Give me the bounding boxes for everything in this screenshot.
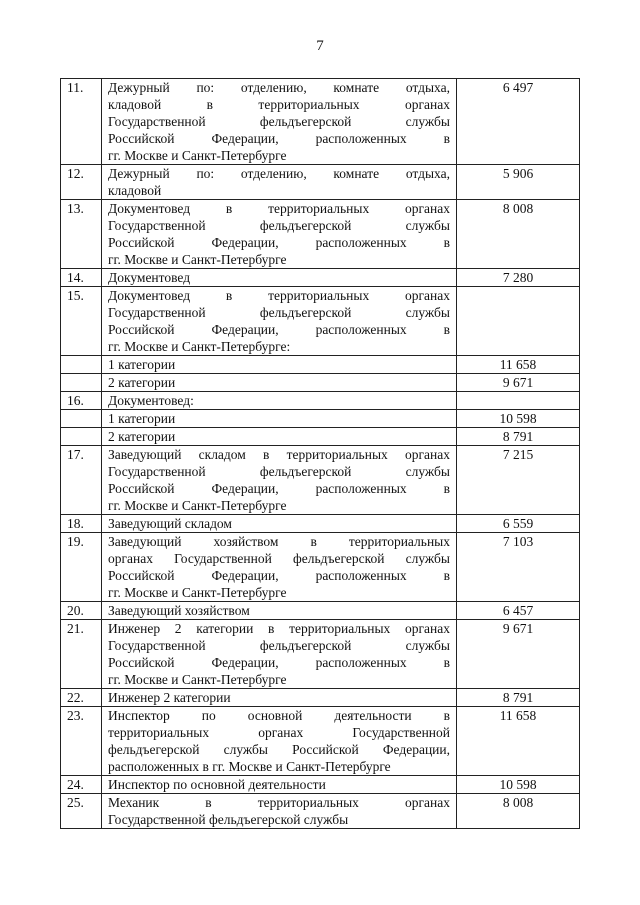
salary-value: 11 658 [457, 707, 580, 776]
row-number [61, 374, 102, 392]
row-number: 12. [61, 165, 102, 200]
position-title-line: Российской Федерации, расположенных в [108, 568, 450, 583]
position-title [102, 287, 457, 356]
row-number: 15. [61, 287, 102, 356]
table-row [61, 356, 580, 374]
row-number: 16. [61, 392, 102, 410]
position-title-line: гг. Москве и Санкт-Петербурге [108, 252, 287, 267]
salary-value: 9 671 [457, 620, 580, 689]
table-row [61, 374, 580, 392]
position-title [102, 269, 457, 287]
row-number: 20. [61, 602, 102, 620]
position-title-line: гг. Москве и Санкт-Петербурге: [108, 339, 291, 354]
position-title-line: Государственной фельдъегерской службы [108, 638, 450, 653]
position-title-line: Инспектор по основной деятельности [108, 777, 326, 792]
salary-value: 8 791 [457, 428, 580, 446]
table-row [61, 79, 580, 165]
row-number: 13. [61, 200, 102, 269]
position-title-line: Документовед [108, 270, 191, 285]
position-title-line: Документовед: [108, 393, 194, 408]
salary-value: 8 008 [457, 200, 580, 269]
position-title [102, 620, 457, 689]
table-row [61, 200, 580, 269]
salary-value: 6 497 [457, 79, 580, 165]
salary-value: 7 215 [457, 446, 580, 515]
position-title-line: кладовой в территориальных органах [108, 97, 450, 112]
position-title [102, 446, 457, 515]
position-title [102, 356, 457, 374]
table-row [61, 707, 580, 776]
table-row [61, 776, 580, 794]
position-title-line: 2 категории [108, 375, 176, 390]
position-title-line: Российской Федерации, расположенных в [108, 481, 450, 496]
position-title-line: Инспектор по основной деятельности в [108, 708, 450, 723]
position-title [102, 533, 457, 602]
position-title-line: Российской Федерации, расположенных в [108, 131, 450, 146]
salary-value: 10 598 [457, 410, 580, 428]
position-title-line: гг. Москве и Санкт-Петербурге [108, 148, 287, 163]
position-title [102, 410, 457, 428]
table-row [61, 689, 580, 707]
position-title-line: Российской Федерации, расположенных в [108, 235, 450, 250]
position-title-line: гг. Москве и Санкт-Петербурге [108, 498, 287, 513]
salary-value: 6 559 [457, 515, 580, 533]
salary-value [457, 392, 580, 410]
row-number: 21. [61, 620, 102, 689]
salary-value: 8 008 [457, 794, 580, 829]
position-title-line: Государственной фельдъегерской службы [108, 464, 450, 479]
row-number: 17. [61, 446, 102, 515]
salary-table [60, 78, 580, 829]
position-title-line: гг. Москве и Санкт-Петербурге [108, 672, 287, 687]
table-row [61, 287, 580, 356]
row-number [61, 410, 102, 428]
position-title-line: Заведующий складом [108, 516, 232, 531]
table-row [61, 515, 580, 533]
position-title-line: Инженер 2 категории в территориальных органах [108, 621, 450, 636]
position-title [102, 79, 457, 165]
position-title-line: Дежурный по: отделению, комнате отдыха, [108, 80, 450, 95]
row-number: 19. [61, 533, 102, 602]
page-number: 7 [316, 38, 324, 54]
row-number: 18. [61, 515, 102, 533]
row-number: 22. [61, 689, 102, 707]
position-title [102, 794, 457, 829]
position-title [102, 165, 457, 200]
position-title [102, 392, 457, 410]
position-title-line: Заведующий хозяйством [108, 603, 250, 618]
position-title-line: 2 категории [108, 429, 176, 444]
position-title [102, 515, 457, 533]
salary-table-body [61, 79, 580, 829]
table-row [61, 410, 580, 428]
row-number: 14. [61, 269, 102, 287]
position-title-line: 1 категории [108, 411, 176, 426]
position-title-line: органах Государственной фельдъегерской службы [108, 551, 450, 566]
position-title-line: Заведующий складом в территориальных органах [108, 447, 450, 462]
position-title-line: Документовед в территориальных органах [108, 201, 450, 216]
salary-value: 7 103 [457, 533, 580, 602]
table-row [61, 269, 580, 287]
salary-value [457, 287, 580, 356]
position-title-line: Российской Федерации, расположенных в [108, 655, 450, 670]
position-title [102, 602, 457, 620]
salary-value: 6 457 [457, 602, 580, 620]
row-number: 25. [61, 794, 102, 829]
salary-value: 7 280 [457, 269, 580, 287]
table-row [61, 428, 580, 446]
row-number [61, 428, 102, 446]
position-title-line: фельдъегерской службы Российской Федерации, [108, 742, 450, 757]
position-title-line: 1 категории [108, 357, 176, 372]
position-title-line: Государственной фельдъегерской службы [108, 812, 349, 827]
table-row [61, 533, 580, 602]
position-title [102, 374, 457, 392]
position-title [102, 707, 457, 776]
position-title [102, 689, 457, 707]
position-title-line: гг. Москве и Санкт-Петербурге [108, 585, 287, 600]
position-title-line: Дежурный по: отделению, комнате отдыха, [108, 166, 450, 181]
table-row [61, 392, 580, 410]
table-row [61, 602, 580, 620]
salary-value: 10 598 [457, 776, 580, 794]
position-title-line: Государственной фельдъегерской службы [108, 114, 450, 129]
salary-value: 11 658 [457, 356, 580, 374]
position-title-line: Российской Федерации, расположенных в [108, 322, 450, 337]
position-title-line: Заведующий хозяйством в территориальных [108, 534, 450, 549]
row-number: 23. [61, 707, 102, 776]
row-number: 24. [61, 776, 102, 794]
position-title-line: Государственной фельдъегерской службы [108, 305, 450, 320]
position-title-line: Государственной фельдъегерской службы [108, 218, 450, 233]
position-title [102, 428, 457, 446]
position-title-line: Инженер 2 категории [108, 690, 231, 705]
position-title [102, 776, 457, 794]
row-number: 11. [61, 79, 102, 165]
position-title-line: территориальных органах Государственной [108, 725, 450, 740]
salary-value: 5 906 [457, 165, 580, 200]
table-row [61, 620, 580, 689]
salary-value: 9 671 [457, 374, 580, 392]
row-number [61, 356, 102, 374]
position-title-line: Документовед в территориальных органах [108, 288, 450, 303]
position-title-line: кладовой [108, 183, 162, 198]
salary-value: 8 791 [457, 689, 580, 707]
position-title-line: расположенных в гг. Москве и Санкт-Петербурге [108, 759, 391, 774]
table-row [61, 165, 580, 200]
table-row [61, 794, 580, 829]
position-title-line: Механик в территориальных органах [108, 795, 450, 810]
position-title [102, 200, 457, 269]
table-row [61, 446, 580, 515]
